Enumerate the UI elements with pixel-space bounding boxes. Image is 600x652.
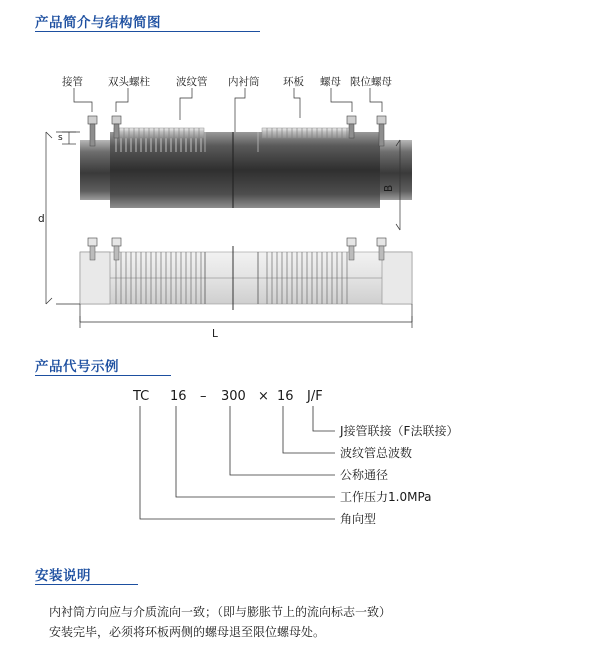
code-legend-0: J接管联接（F法联接） bbox=[340, 424, 459, 438]
callout-label-1: 双头螺柱 bbox=[108, 76, 150, 88]
code-token-0: TC bbox=[133, 389, 150, 404]
install-note-2: 安装完毕，必须将环板两侧的螺母退至限位螺母处。 bbox=[49, 625, 326, 639]
code-legend-1: 波纹管总波数 bbox=[340, 446, 413, 460]
code-token-2: – bbox=[200, 389, 207, 404]
product-code-figure bbox=[0, 378, 600, 548]
callout-label-3: 内衬筒 bbox=[228, 76, 260, 88]
code-legend bbox=[339, 423, 458, 526]
callout-label-2: 波纹管 bbox=[176, 76, 208, 88]
callout-labels bbox=[62, 75, 392, 88]
code-tokens bbox=[132, 389, 323, 404]
callout-label-0: 接管 bbox=[62, 76, 83, 88]
section-title-code: 产品代号示例 bbox=[35, 359, 119, 375]
callout-label-4: 环板 bbox=[283, 76, 304, 88]
code-token-1: 16 bbox=[170, 389, 187, 404]
dimension-label-B: B bbox=[383, 184, 395, 192]
section-rule-intro bbox=[35, 31, 260, 32]
section-rule-install bbox=[35, 584, 138, 585]
callout-label-6: 限位螺母 bbox=[350, 76, 392, 88]
code-legend-2: 公称通径 bbox=[340, 468, 389, 482]
code-leader-lines bbox=[140, 406, 335, 519]
structure-diagram bbox=[0, 40, 600, 340]
dimension-label-d: d bbox=[38, 213, 45, 225]
dimension-label-s: s bbox=[58, 133, 63, 143]
code-token-4: × bbox=[258, 389, 269, 404]
section-title-install: 安装说明 bbox=[35, 568, 91, 584]
code-token-5: 16 bbox=[277, 389, 294, 404]
dimension-label-L: L bbox=[212, 328, 218, 340]
install-note-1: 内衬筒方向应与介质流向一致；（即与膨胀节上的流向标志一致） bbox=[49, 605, 392, 619]
code-token-6: J/F bbox=[307, 389, 323, 404]
section-title-intro: 产品简介与结构简图 bbox=[35, 15, 161, 31]
section-rule-code bbox=[35, 375, 171, 376]
code-legend-4: 角向型 bbox=[340, 512, 377, 526]
code-legend-3: 工作压力1.0MPa bbox=[340, 490, 432, 504]
code-token-3: 300 bbox=[221, 389, 246, 404]
callout-label-5: 螺母 bbox=[320, 76, 341, 88]
